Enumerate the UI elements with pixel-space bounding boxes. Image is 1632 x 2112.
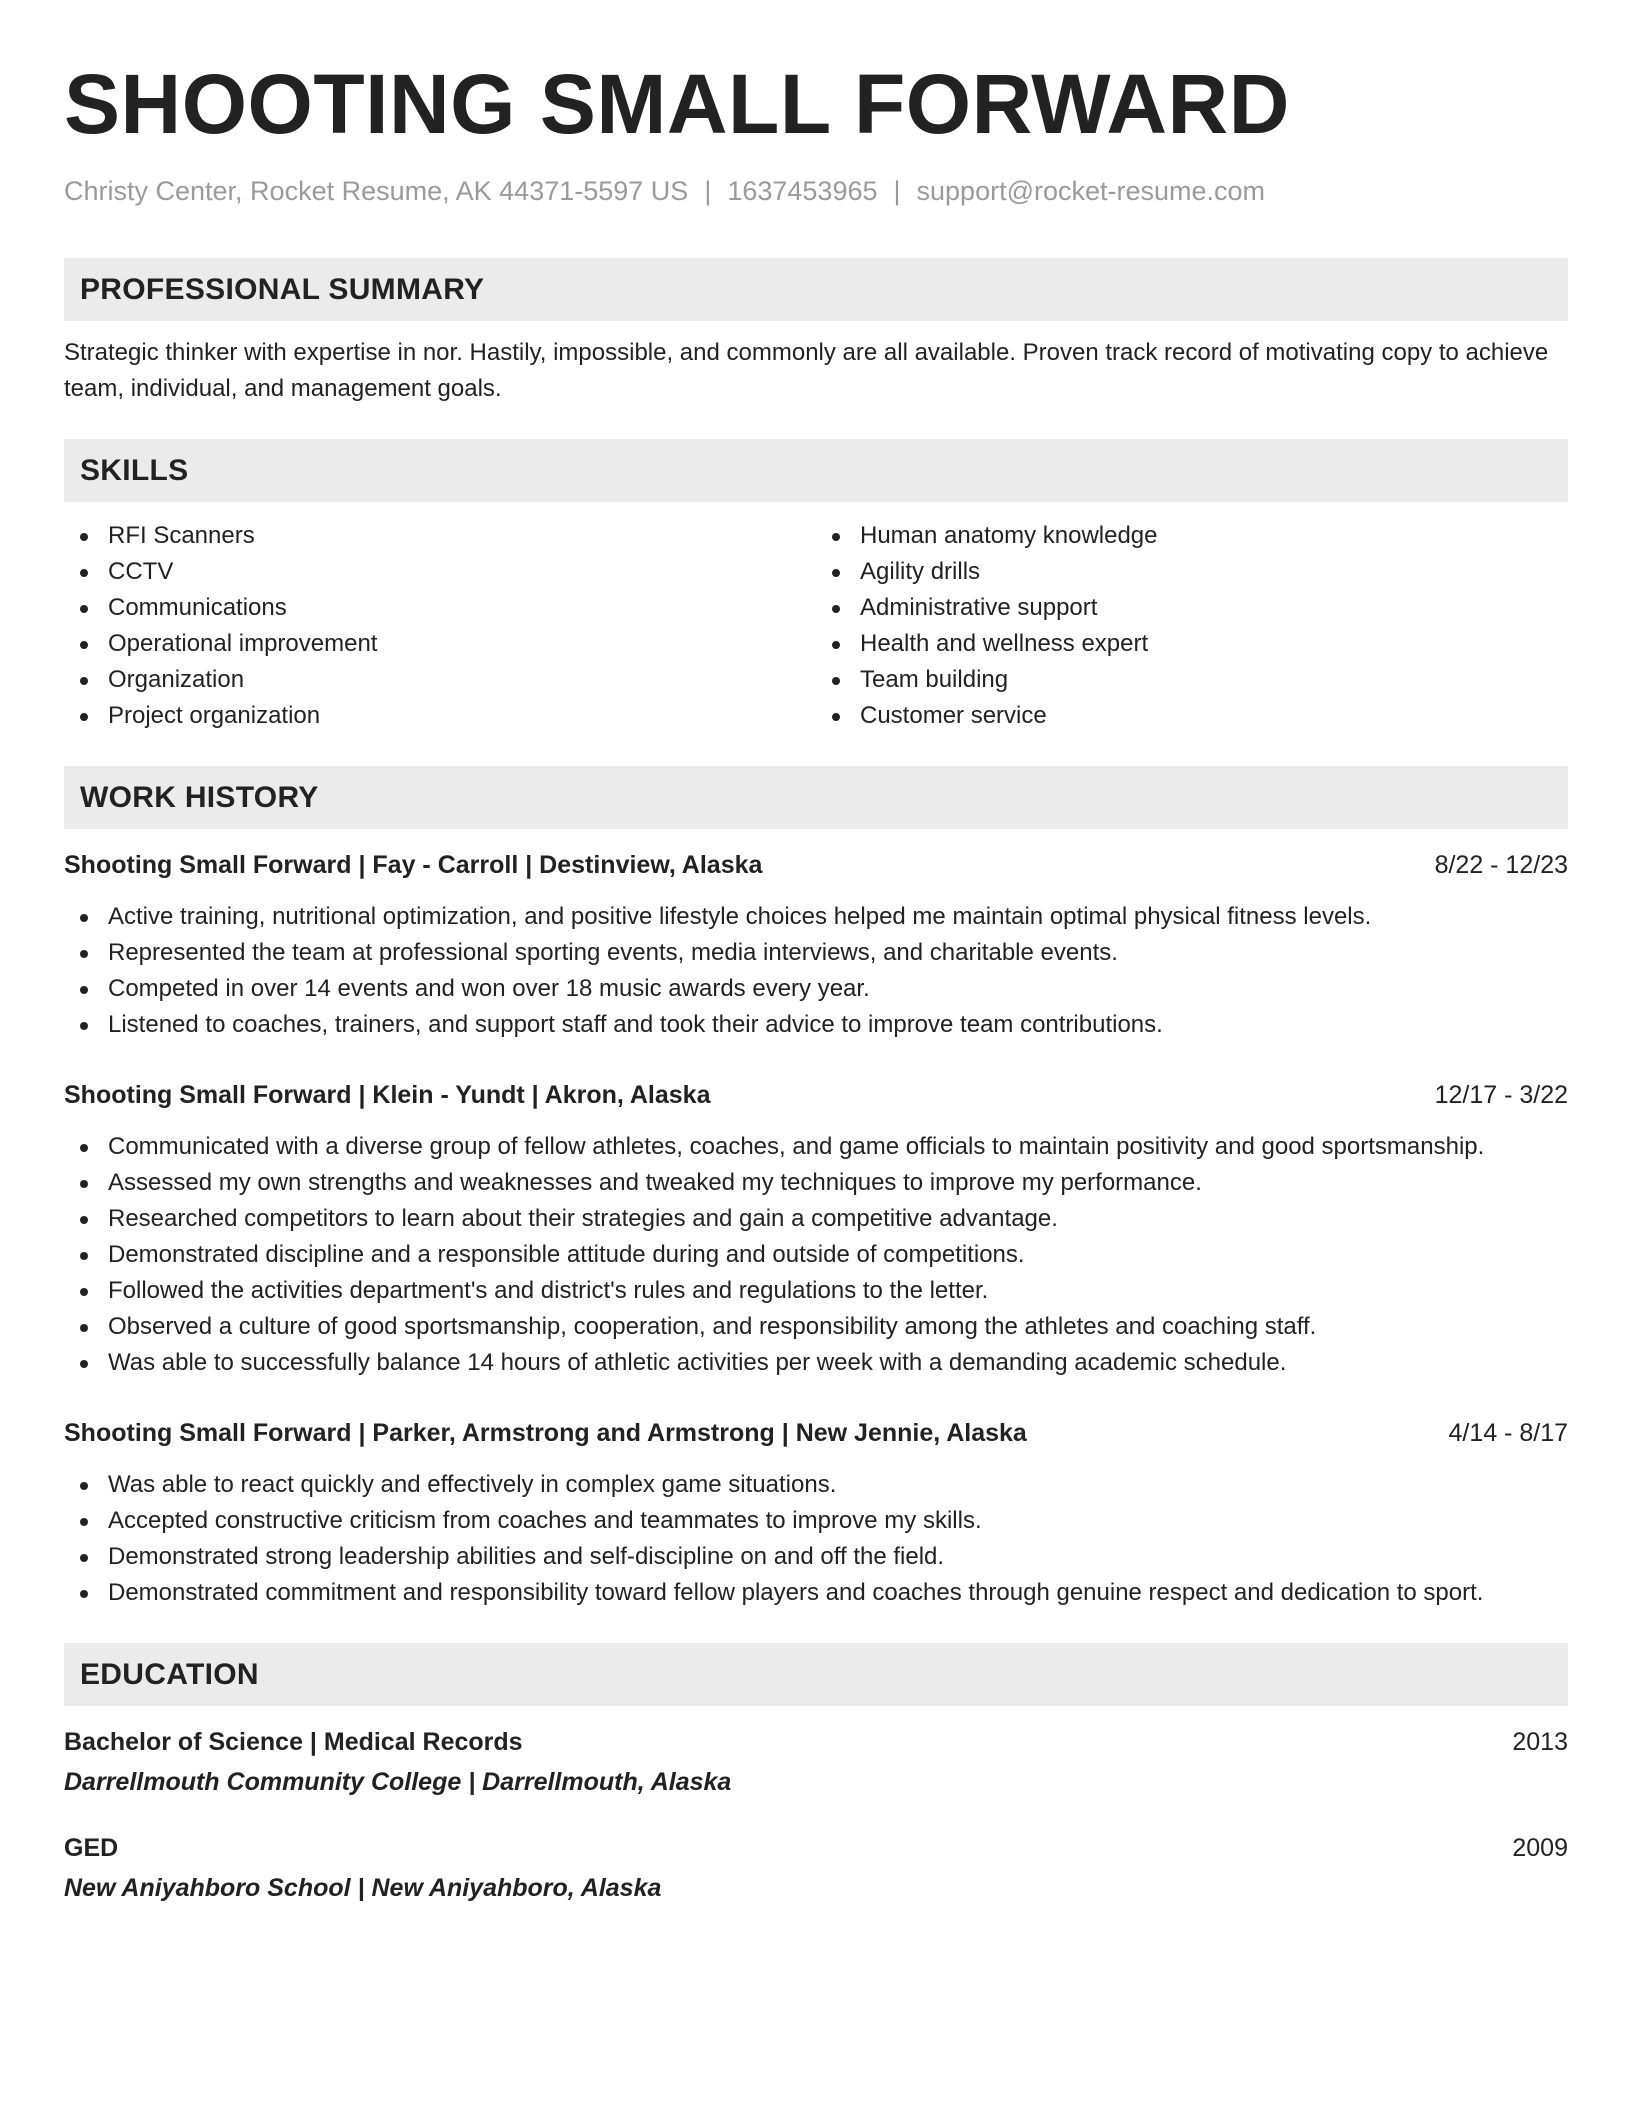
job-title: Shooting Small Forward | Parker, Armstrong and Armstrong | New Jennie, Alaska	[64, 1419, 1027, 1447]
skill-item: Customer service	[860, 698, 1568, 734]
job-dates: 4/14 - 8/17	[1448, 1419, 1568, 1447]
job-bullet: Was able to react quickly and effectively in complex game situations.	[108, 1467, 1568, 1503]
education-year: 2009	[1512, 1834, 1568, 1862]
job-bullets	[64, 1467, 1568, 1611]
education-degree: GED	[64, 1834, 119, 1862]
job-dates: 8/22 - 12/23	[1434, 851, 1568, 879]
skill-item: Organization	[108, 662, 816, 698]
job-bullet: Demonstrated strong leadership abilities and self-discipline on and off the field.	[108, 1539, 1568, 1575]
skills-list	[64, 518, 1568, 734]
job-header	[64, 847, 1568, 883]
skills-column-right	[816, 518, 1568, 734]
job-header	[64, 1415, 1568, 1451]
skill-item: Human anatomy knowledge	[860, 518, 1568, 554]
section-heading-summary: PROFESSIONAL SUMMARY	[64, 258, 1568, 321]
section-heading-work-history: WORK HISTORY	[64, 766, 1568, 829]
contact-line	[64, 174, 1568, 208]
skill-item: Team building	[860, 662, 1568, 698]
job-bullet: Followed the activities department's and district's rules and regulations to the letter.	[108, 1273, 1568, 1309]
job-bullet: Was able to successfully balance 14 hours of athletic activities per week with a demanding academic schedule.	[108, 1345, 1568, 1381]
skill-item: Project organization	[108, 698, 816, 734]
job-bullets	[64, 899, 1568, 1043]
contact-email: support@rocket-resume.com	[916, 176, 1266, 206]
job-bullet: Researched competitors to learn about their strategies and gain a competitive advantage.	[108, 1201, 1568, 1237]
education-entry	[64, 1830, 1568, 1906]
education-year: 2013	[1512, 1728, 1568, 1756]
skill-item: Communications	[108, 590, 816, 626]
education-header	[64, 1724, 1568, 1760]
job-bullet: Demonstrated commitment and responsibility toward fellow players and coaches through genuine respect and dedication to sport.	[108, 1575, 1568, 1611]
education-degree: Bachelor of Science | Medical Records	[64, 1728, 523, 1756]
contact-separator: |	[893, 176, 901, 206]
job-bullet: Demonstrated discipline and a responsible attitude during and outside of competitions.	[108, 1237, 1568, 1273]
job-bullet: Assessed my own strengths and weaknesses and tweaked my techniques to improve my performance.	[108, 1165, 1568, 1201]
job-entry	[64, 847, 1568, 1043]
job-title: Shooting Small Forward | Fay - Carroll | Destinview, Alaska	[64, 851, 763, 879]
job-bullet: Listened to coaches, trainers, and support staff and took their advice to improve team contributions.	[108, 1007, 1568, 1043]
section-heading-skills: SKILLS	[64, 439, 1568, 502]
job-bullet: Active training, nutritional optimization, and positive lifestyle choices helped me maintain optimal physical fitness levels.	[108, 899, 1568, 935]
skill-item: Agility drills	[860, 554, 1568, 590]
summary-text: Strategic thinker with expertise in nor. Hastily, impossible, and commonly are all available. Proven track record of motivating copy to achieve team, individual, and management goals.	[64, 339, 1549, 402]
job-bullets	[64, 1129, 1568, 1381]
skill-item: Health and wellness expert	[860, 626, 1568, 662]
skill-item: Operational improvement	[108, 626, 816, 662]
education-school: New Aniyahboro School | New Aniyahboro, Alaska	[64, 1874, 662, 1902]
contact-separator: |	[704, 176, 712, 206]
section-heading-education: EDUCATION	[64, 1643, 1568, 1706]
job-entry	[64, 1077, 1568, 1381]
job-bullet: Observed a culture of good sportsmanship, cooperation, and responsibility among the athletes and coaching staff.	[108, 1309, 1568, 1345]
job-dates: 12/17 - 3/22	[1434, 1081, 1568, 1109]
skill-item: Administrative support	[860, 590, 1568, 626]
candidate-name: SHOOTING SMALL FORWARD	[64, 57, 1290, 151]
skill-item: CCTV	[108, 554, 816, 590]
education-entry	[64, 1724, 1568, 1800]
job-title: Shooting Small Forward | Klein - Yundt | Akron, Alaska	[64, 1081, 711, 1109]
job-bullet: Communicated with a diverse group of fellow athletes, coaches, and game officials to maintain positivity and good sportsmanship.	[108, 1129, 1568, 1165]
contact-phone: 1637453965	[727, 176, 878, 206]
skill-item: RFI Scanners	[108, 518, 816, 554]
job-bullet: Competed in over 14 events and won over 18 music awards every year.	[108, 971, 1568, 1007]
job-header	[64, 1077, 1568, 1113]
job-bullet: Accepted constructive criticism from coaches and teammates to improve my skills.	[108, 1503, 1568, 1539]
contact-address: Christy Center, Rocket Resume, AK 44371-5597 US	[64, 176, 689, 206]
skills-column-left	[64, 518, 816, 734]
education-header	[64, 1830, 1568, 1866]
job-entry	[64, 1415, 1568, 1611]
education-school: Darrellmouth Community College | Darrellmouth, Alaska	[64, 1768, 732, 1796]
job-bullet: Represented the team at professional sporting events, media interviews, and charitable events.	[108, 935, 1568, 971]
